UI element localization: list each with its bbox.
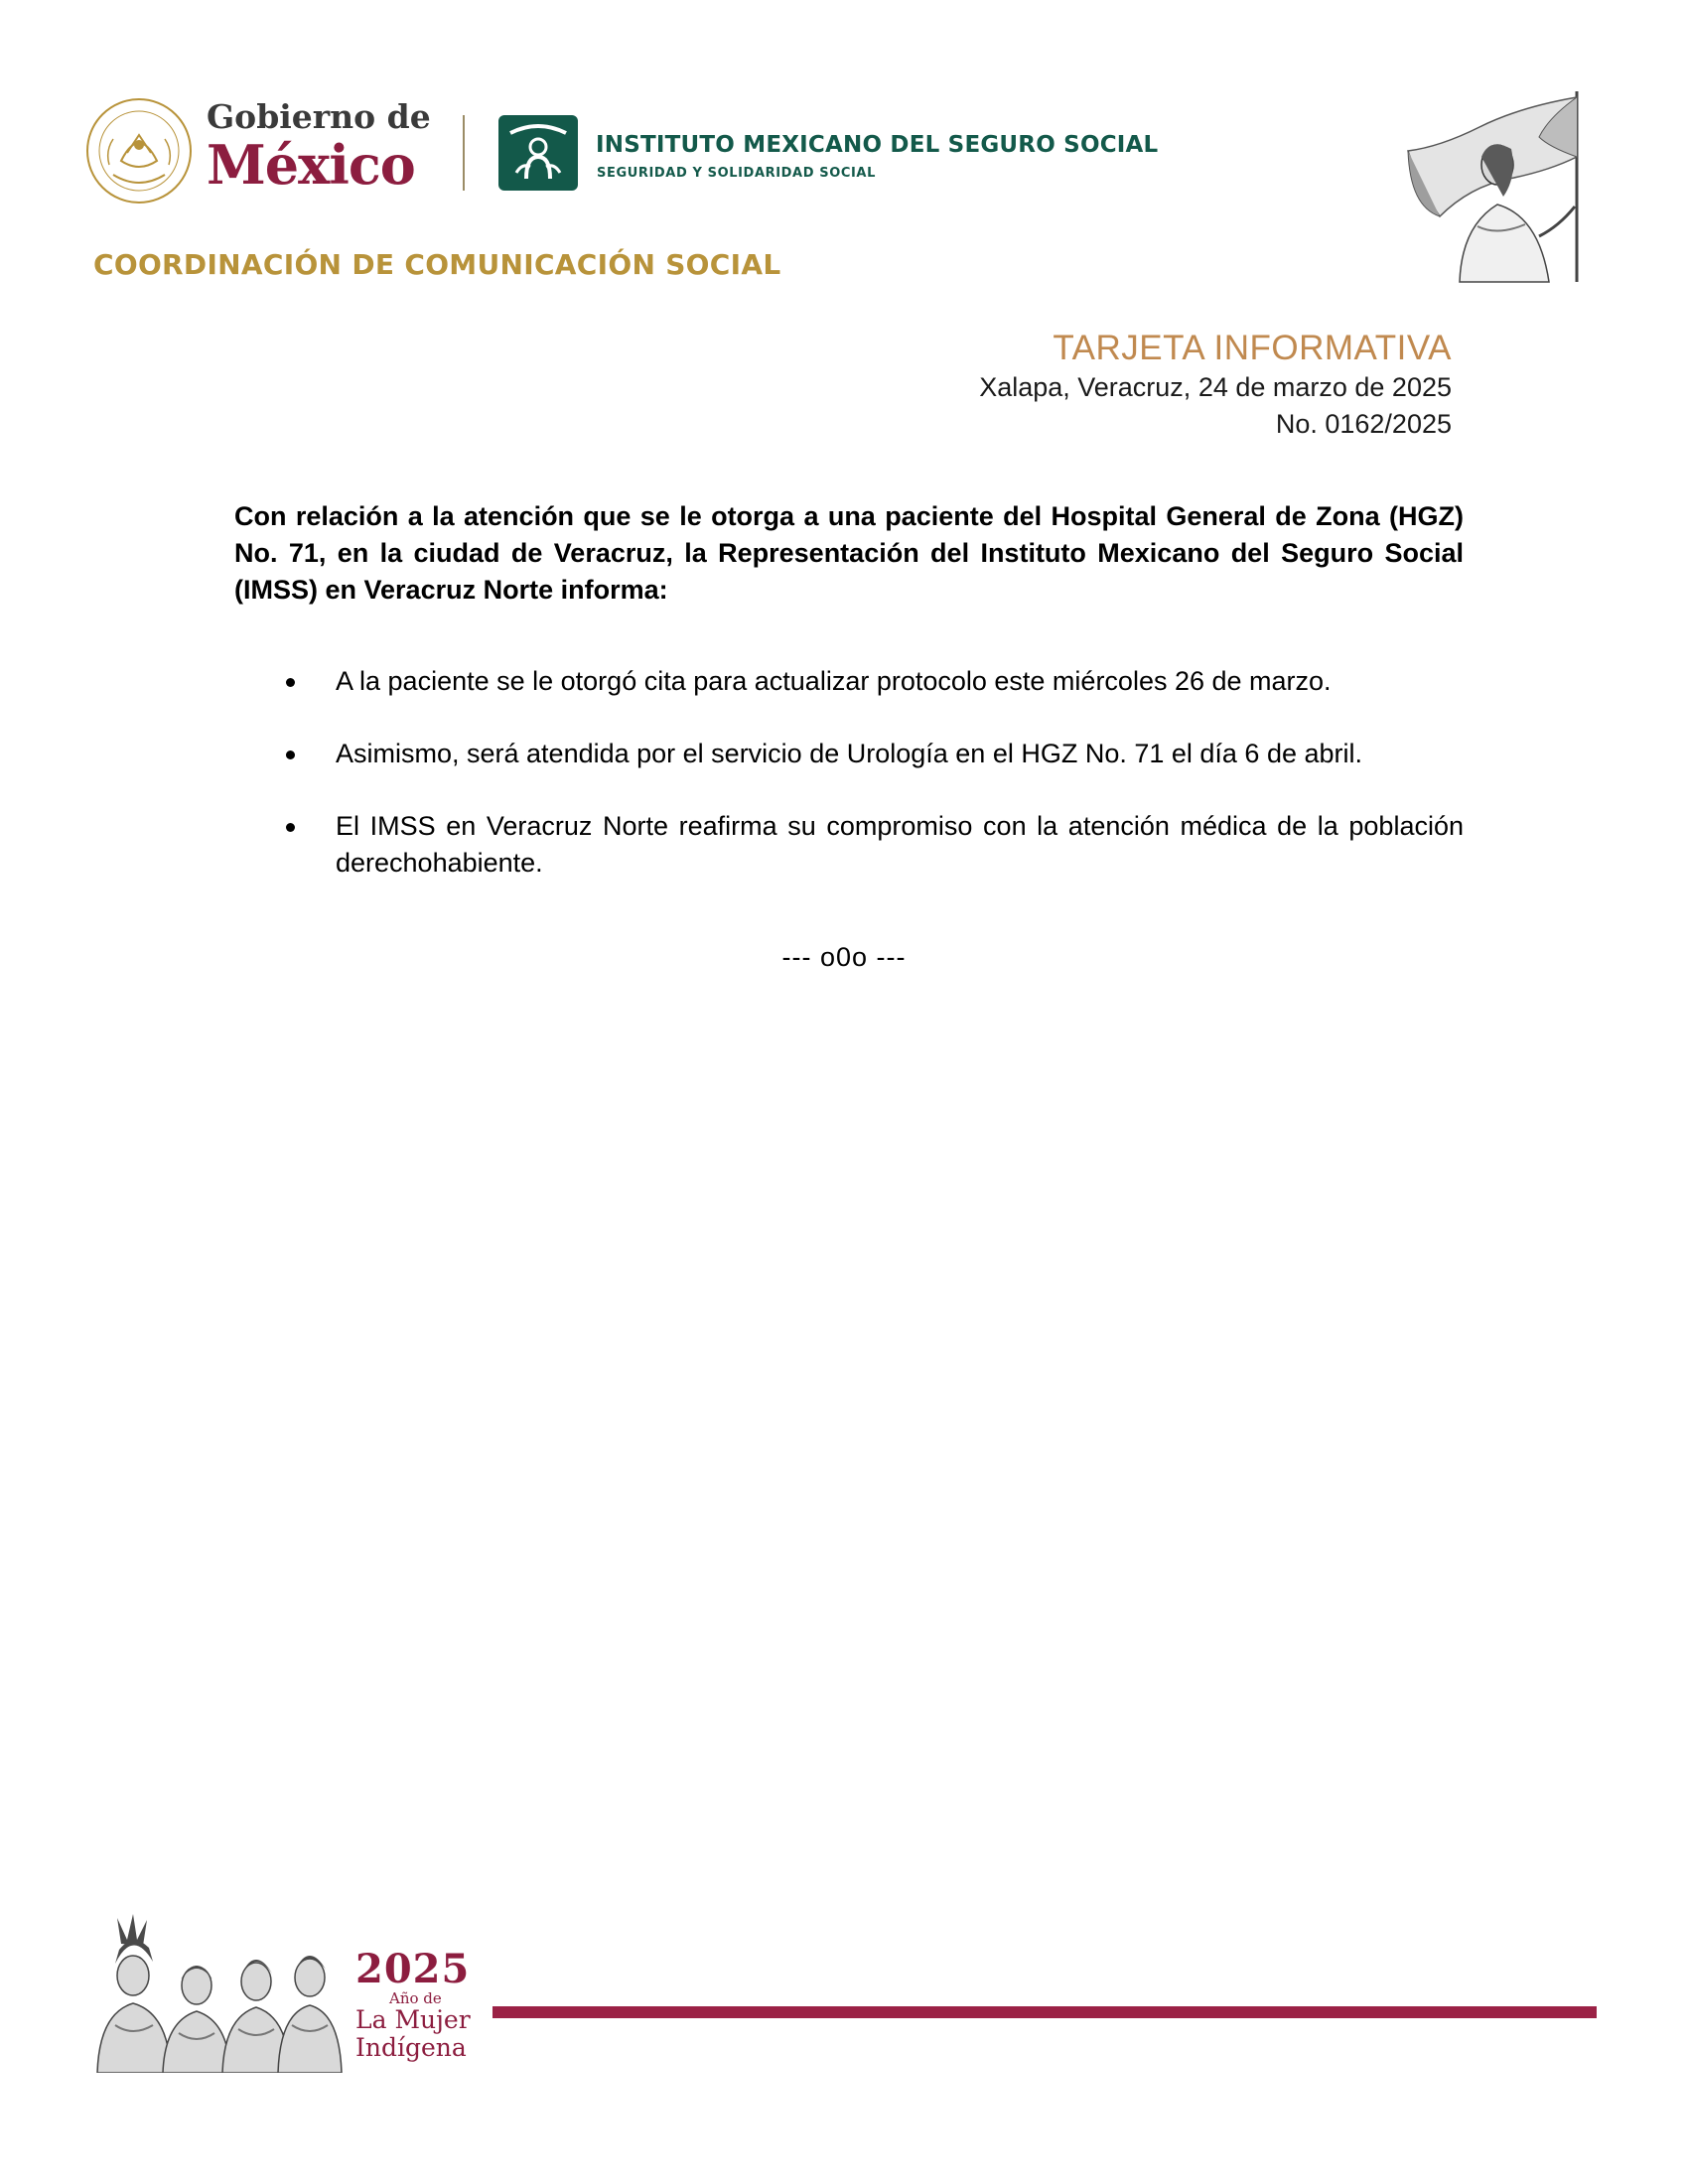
logo-divider xyxy=(463,115,465,191)
closing-mark: --- o0o --- xyxy=(781,942,907,972)
year-number: 2025 xyxy=(355,1946,471,1992)
bullet-text: El IMSS en Veracruz Norte reafirma su compromiso con la atención médica de la población derechohabiente. xyxy=(336,811,1464,878)
document-header-block xyxy=(979,328,1452,443)
coordinacion-heading: COORDINACIÓN DE COMUNICACIÓN SOCIAL xyxy=(93,248,781,281)
document-number: No. 0162/2025 xyxy=(1275,409,1452,439)
gobierno-de-mexico-wordmark xyxy=(207,99,445,195)
intro-paragraph: Con relación a la atención que se le otorga a una paciente del Hospital General de Zona (HGZ) No. 71, en la ciudad de Veracruz, la Representación del Instituto Mexicano del Seguro Social (IMSS) en Veracruz Norte informa: xyxy=(234,501,1464,605)
bullet-item xyxy=(234,808,1464,882)
footer-rule xyxy=(492,2006,1597,2018)
bullet-text: A la paciente se le otorgó cita para actualizar protocolo este miércoles 26 de marzo. xyxy=(336,666,1332,696)
bullet-item xyxy=(234,663,1464,700)
indigenous-women-illustration xyxy=(93,1914,344,2073)
bullet-dot-icon xyxy=(286,678,295,687)
ano-de-text: Año de xyxy=(389,1989,442,2007)
coat-of-arms-logo xyxy=(83,95,195,206)
year-of-indigenous-woman-badge xyxy=(355,1946,471,2062)
indigena-text: Indígena xyxy=(355,2033,467,2062)
dateline: Xalapa, Veracruz, 24 de marzo de 2025 xyxy=(979,372,1452,402)
bullet-list xyxy=(234,663,1464,917)
flag-bearer-illustration xyxy=(1400,87,1599,286)
imss-subtitle: SEGURIDAD Y SOLIDARIDAD SOCIAL xyxy=(597,166,876,181)
imss-logo xyxy=(496,113,580,193)
imss-name: INSTITUTO MEXICANO DEL SEGURO SOCIAL xyxy=(596,132,1159,158)
document-type-title: TARJETA INFORMATIVA xyxy=(1053,329,1452,367)
bullet-dot-icon xyxy=(286,751,295,759)
mexico-text: México xyxy=(207,133,415,197)
gobierno-de-text: Gobierno de xyxy=(207,97,431,136)
bullet-text: Asimismo, será atendida por el servicio de Urología en el HGZ No. 71 el día 6 de abril. xyxy=(336,739,1363,768)
bullet-item xyxy=(234,736,1464,772)
bullet-dot-icon xyxy=(286,823,295,832)
la-mujer-text: La Mujer xyxy=(355,2005,471,2034)
